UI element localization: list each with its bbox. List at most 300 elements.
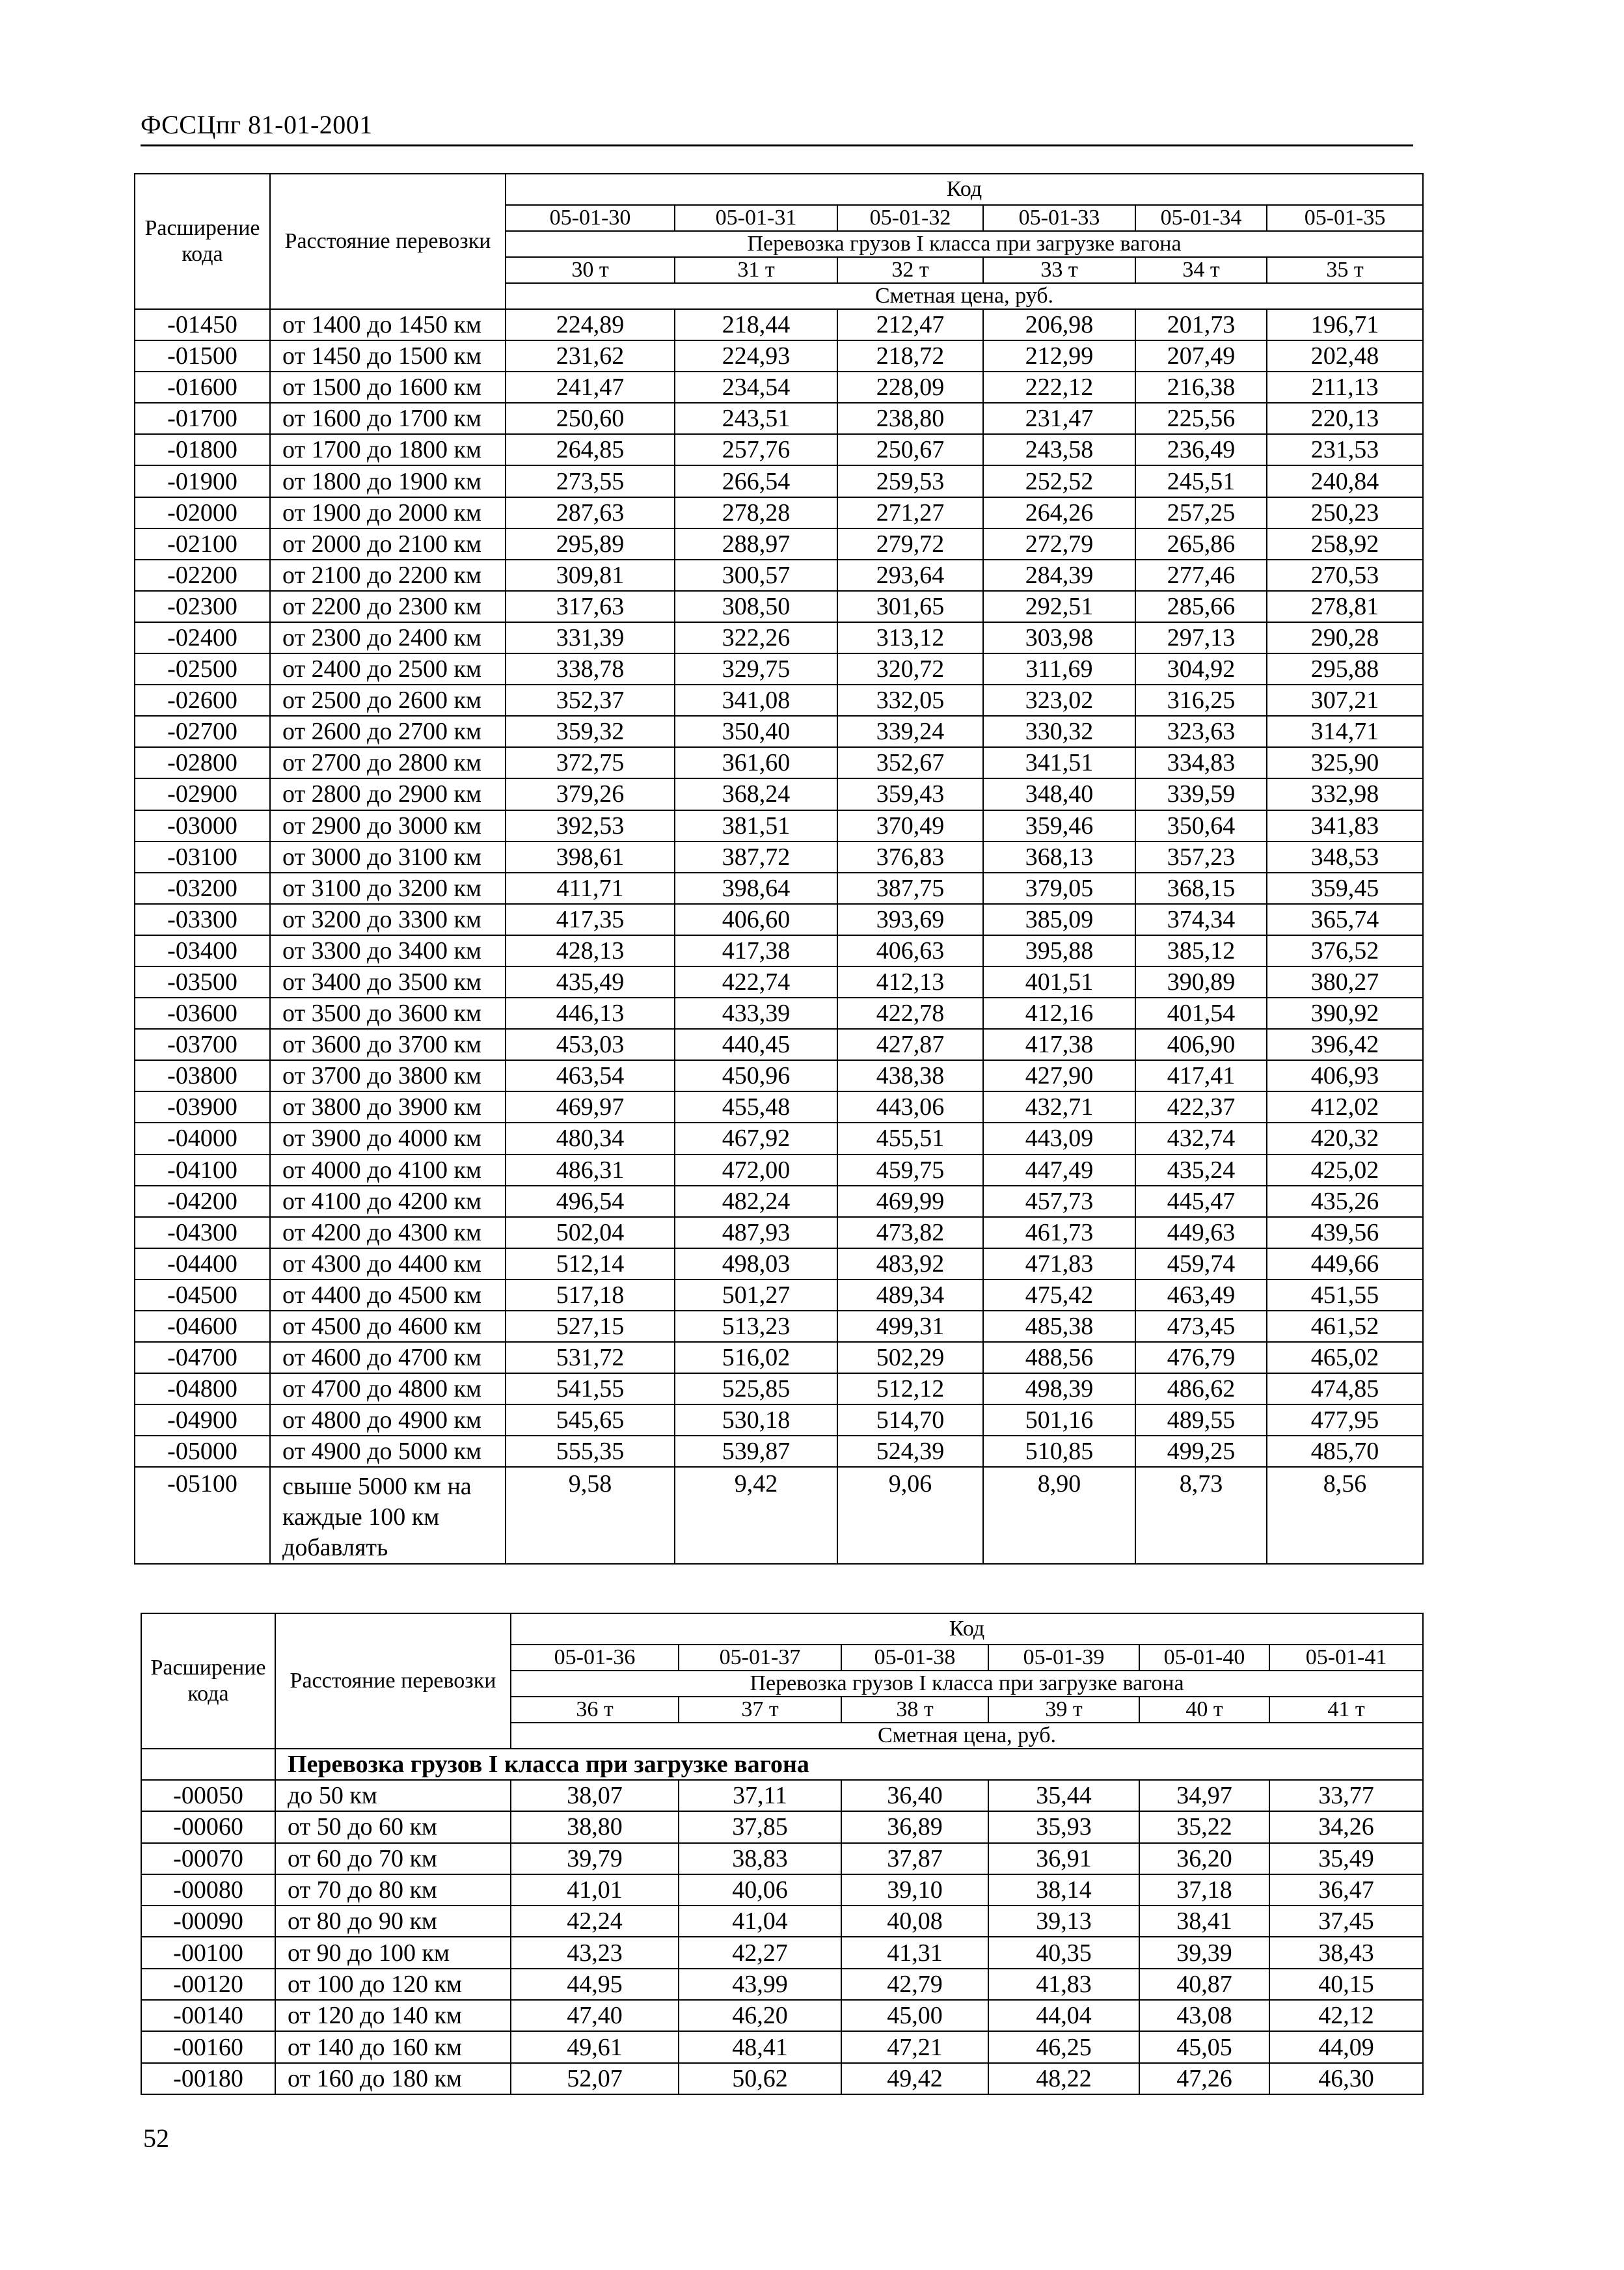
price-cell: 457,73 [983,1186,1135,1217]
price-cell: 545,65 [506,1404,675,1436]
price-cell: 512,14 [506,1248,675,1279]
price-cell: 368,24 [675,778,837,810]
table-row [135,497,1423,528]
price-cell: 313,12 [837,622,983,653]
price-cell: 427,90 [983,1060,1135,1091]
price-cell: 277,46 [1135,560,1267,591]
load-cell: 31 т [675,257,837,283]
table-row [135,622,1423,653]
price-cell: 212,47 [837,309,983,340]
price-cell: 220,13 [1267,403,1423,434]
code-cell: -01450 [135,309,270,340]
price-cell: 307,21 [1267,685,1423,716]
code-cell: 05-01-35 [1267,205,1423,231]
code-cell: -03500 [135,966,270,998]
price-cell: 273,55 [506,465,675,497]
table-row [135,1091,1423,1123]
table-row [135,1217,1423,1248]
distance-cell: от 2000 до 2100 км [270,528,506,560]
table-row [135,904,1423,935]
price-cell: 240,84 [1267,465,1423,497]
price-cell: 428,13 [506,935,675,966]
price-cell: 455,48 [675,1091,837,1123]
price-cell: 401,51 [983,966,1135,998]
price-cell: 440,45 [675,1029,837,1060]
price-cell: 266,54 [675,465,837,497]
price-cell: 48,41 [679,2031,841,2062]
price-cell: 412,13 [837,966,983,998]
price-cell: 332,05 [837,685,983,716]
price-cell: 427,87 [837,1029,983,1060]
table-row [141,2000,1423,2031]
load-cell: 33 т [983,257,1135,283]
code-cell: -04900 [135,1404,270,1436]
price-cell: 387,72 [675,841,837,873]
price-cell: 359,32 [506,716,675,747]
price-cell: 284,39 [983,560,1135,591]
table-row [135,810,1423,841]
table-row [135,1373,1423,1404]
price-cell: 46,30 [1269,2063,1423,2094]
code-cell: -02000 [135,497,270,528]
page-header: ФССЦпг 81-01-2001 [141,110,373,139]
price-cell: 35,93 [988,1811,1139,1842]
price-cell: 314,71 [1267,716,1423,747]
distance-cell: от 3600 до 3700 км [270,1029,506,1060]
price-cell: 465,02 [1267,1342,1423,1373]
load-cell: 36 т [511,1697,679,1723]
price-cell: 432,74 [1135,1123,1267,1154]
price-cell: 489,34 [837,1279,983,1311]
price-cell: 348,53 [1267,841,1423,873]
price-cell: 412,02 [1267,1091,1423,1123]
table-row [135,966,1423,998]
price-cell: 392,53 [506,810,675,841]
price-cell: 381,51 [675,810,837,841]
distance-cell: от 4500 до 4600 км [270,1311,506,1342]
price-cell: 36,89 [841,1811,988,1842]
section-title: Перевозка грузов I класса при загрузке вагона [275,1749,1423,1780]
price-cell: 482,24 [675,1186,837,1217]
price-cell: 330,32 [983,716,1135,747]
distance-cell: от 1600 до 1700 км [270,403,506,434]
price-cell: 498,03 [675,1248,837,1279]
table-row [135,403,1423,434]
price-cell: 317,63 [506,591,675,622]
load-cell: 35 т [1267,257,1423,283]
price-header: Сметная цена, руб. [506,283,1423,309]
distance-cell: от 4100 до 4200 км [270,1186,506,1217]
price-cell: 486,31 [506,1155,675,1186]
table-row [141,2063,1423,2094]
table-row [135,1279,1423,1311]
price-cell: 332,98 [1267,778,1423,810]
price-cell: 224,89 [506,309,675,340]
price-cell: 38,41 [1139,1906,1269,1937]
table-1-body [135,309,1423,1564]
code-cell: -04600 [135,1311,270,1342]
distance-header: Расстояние перевозки [275,1613,511,1749]
price-cell: 350,64 [1135,810,1267,841]
header-rule [141,144,1413,146]
price-cell: 252,52 [983,465,1135,497]
code-cell: -04400 [135,1248,270,1279]
table-row [141,1843,1423,1874]
price-cell: 206,98 [983,309,1135,340]
price-cell: 231,53 [1267,434,1423,465]
price-cell: 473,45 [1135,1311,1267,1342]
price-cell: 357,23 [1135,841,1267,873]
table-row [135,465,1423,497]
price-cell: 272,79 [983,528,1135,560]
code-cell: -04300 [135,1217,270,1248]
code-cell: -03700 [135,1029,270,1060]
price-cell: 502,29 [837,1342,983,1373]
price-cell: 34,97 [1139,1780,1269,1811]
distance-cell: от 2300 до 2400 км [270,622,506,653]
table-row [141,2031,1423,2062]
price-cell: 438,38 [837,1060,983,1091]
price-cell: 417,35 [506,904,675,935]
table-row [141,1937,1423,1968]
price-cell: 339,59 [1135,778,1267,810]
price-cell: 245,51 [1135,465,1267,497]
table-row [141,1969,1423,2000]
price-cell: 8,73 [1135,1467,1267,1564]
price-cell: 34,26 [1269,1811,1423,1842]
table-row [135,1311,1423,1342]
price-cell: 329,75 [675,653,837,685]
page-number: 52 [143,2124,169,2153]
price-cell: 433,39 [675,998,837,1029]
price-cell: 301,65 [837,591,983,622]
table-row [135,340,1423,372]
code-cell: -00090 [141,1906,275,1937]
code-cell: -00120 [141,1969,275,2000]
price-cell: 37,85 [679,1811,841,1842]
table-row [135,653,1423,685]
price-cell: 488,56 [983,1342,1135,1373]
table-row [135,1123,1423,1154]
price-cell: 295,88 [1267,653,1423,685]
table-row [135,1186,1423,1217]
price-cell: 449,63 [1135,1217,1267,1248]
code-cell: -01800 [135,434,270,465]
table-row [135,1029,1423,1060]
price-cell: 525,85 [675,1373,837,1404]
price-cell: 443,06 [837,1091,983,1123]
distance-cell: до 50 км [275,1780,511,1811]
price-cell: 50,62 [679,2063,841,2094]
price-cell: 279,72 [837,528,983,560]
price-cell: 432,71 [983,1091,1135,1123]
distance-cell: от 3400 до 3500 км [270,966,506,998]
price-cell: 257,76 [675,434,837,465]
distance-cell: от 160 до 180 км [275,2063,511,2094]
price-cell: 502,04 [506,1217,675,1248]
code-cell: -02900 [135,778,270,810]
code-cell: 05-01-33 [983,205,1135,231]
distance-cell: от 4400 до 4500 км [270,1279,506,1311]
price-cell: 211,13 [1267,372,1423,403]
distance-cell: от 120 до 140 км [275,2000,511,2031]
price-cell: 439,56 [1267,1217,1423,1248]
price-cell: 469,99 [837,1186,983,1217]
code-cell: -03800 [135,1060,270,1091]
price-cell: 475,42 [983,1279,1135,1311]
code-cell: -04700 [135,1342,270,1373]
price-cell: 320,72 [837,653,983,685]
price-cell: 292,51 [983,591,1135,622]
price-cell: 417,41 [1135,1060,1267,1091]
price-cell: 288,97 [675,528,837,560]
code-cell: 05-01-31 [675,205,837,231]
code-cell: -00180 [141,2063,275,2094]
price-cell: 374,34 [1135,904,1267,935]
price-cell: 417,38 [675,935,837,966]
price-cell: 501,16 [983,1404,1135,1436]
price-cell: 293,64 [837,560,983,591]
distance-cell: от 1400 до 1450 км [270,309,506,340]
code-cell: 05-01-40 [1139,1645,1269,1671]
price-cell: 40,87 [1139,1969,1269,2000]
price-cell: 201,73 [1135,309,1267,340]
code-cell: -02700 [135,716,270,747]
distance-cell: от 2200 до 2300 км [270,591,506,622]
table-row [141,1874,1423,1906]
ext-code-header: Расширение кода [135,174,270,309]
table-row [135,998,1423,1029]
price-cell: 218,44 [675,309,837,340]
distance-cell: от 3800 до 3900 км [270,1091,506,1123]
price-cell: 42,79 [841,1969,988,2000]
price-cell: 435,26 [1267,1186,1423,1217]
price-cell: 43,23 [511,1937,679,1968]
price-cell: 243,51 [675,403,837,434]
price-cell: 350,40 [675,716,837,747]
price-cell: 47,40 [511,2000,679,2031]
price-cell: 42,27 [679,1937,841,1968]
distance-cell: свыше 5000 км на каждые 100 км добавлять [270,1467,506,1564]
load-cell: 30 т [506,257,675,283]
distance-cell: от 3000 до 3100 км [270,841,506,873]
price-cell: 243,58 [983,434,1135,465]
price-cell: 250,60 [506,403,675,434]
price-cell: 331,39 [506,622,675,653]
price-cell: 52,07 [511,2063,679,2094]
price-cell: 44,09 [1269,2031,1423,2062]
code-cell: 05-01-32 [837,205,983,231]
price-cell: 38,83 [679,1843,841,1874]
price-cell: 37,11 [679,1780,841,1811]
distance-cell: от 4800 до 4900 км [270,1404,506,1436]
price-cell: 218,72 [837,340,983,372]
price-cell: 485,38 [983,1311,1135,1342]
price-cell: 9,58 [506,1467,675,1564]
distance-cell: от 1900 до 2000 км [270,497,506,528]
price-cell: 480,34 [506,1123,675,1154]
distance-cell: от 1700 до 1800 км [270,434,506,465]
price-cell: 250,67 [837,434,983,465]
price-cell: 316,25 [1135,685,1267,716]
code-cell: -00050 [141,1780,275,1811]
price-cell: 38,14 [988,1874,1139,1906]
code-cell: 05-01-34 [1135,205,1267,231]
price-cell: 270,53 [1267,560,1423,591]
price-cell: 45,00 [841,2000,988,2031]
price-cell: 501,27 [675,1279,837,1311]
price-cell: 472,00 [675,1155,837,1186]
price-cell: 352,37 [506,685,675,716]
code-cell: -00070 [141,1843,275,1874]
ext-code-header: Расширение кода [141,1613,275,1749]
code-cell: -02500 [135,653,270,685]
distance-cell: от 2100 до 2200 км [270,560,506,591]
code-cell: 05-01-39 [988,1645,1139,1671]
price-cell: 390,92 [1267,998,1423,1029]
code-cell: 05-01-30 [506,205,675,231]
table-row [135,372,1423,403]
price-cell: 37,45 [1269,1906,1423,1937]
distance-cell: от 3300 до 3400 км [270,935,506,966]
price-cell: 348,40 [983,778,1135,810]
price-cell: 216,38 [1135,372,1267,403]
price-cell: 212,99 [983,340,1135,372]
price-cell: 238,80 [837,403,983,434]
code-cell: -01900 [135,465,270,497]
table-row [135,434,1423,465]
load-cell: 38 т [841,1697,988,1723]
transport-header: Перевозка грузов I класса при загрузке вагона [506,231,1423,257]
price-cell: 446,13 [506,998,675,1029]
price-cell: 496,54 [506,1186,675,1217]
distance-cell: от 3700 до 3800 км [270,1060,506,1091]
price-cell: 259,53 [837,465,983,497]
price-cell: 469,97 [506,1091,675,1123]
price-cell: 339,24 [837,716,983,747]
price-cell: 33,77 [1269,1780,1423,1811]
price-cell: 297,13 [1135,622,1267,653]
table-row [135,1342,1423,1373]
price-cell: 473,82 [837,1217,983,1248]
price-cell: 485,70 [1267,1436,1423,1467]
distance-cell: от 60 до 70 км [275,1843,511,1874]
code-cell: -03300 [135,904,270,935]
table-row [135,1436,1423,1467]
price-cell: 449,66 [1267,1248,1423,1279]
price-cell: 338,78 [506,653,675,685]
price-cell: 341,83 [1267,810,1423,841]
price-cell: 196,71 [1267,309,1423,340]
price-cell: 43,08 [1139,2000,1269,2031]
price-cell: 41,01 [511,1874,679,1906]
price-cell: 39,39 [1139,1937,1269,1968]
price-cell: 406,90 [1135,1029,1267,1060]
price-cell: 322,26 [675,622,837,653]
code-cell: 05-01-36 [511,1645,679,1671]
code-cell: -04000 [135,1123,270,1154]
price-cell: 309,81 [506,560,675,591]
distance-cell: от 4700 до 4800 км [270,1373,506,1404]
price-cell: 443,09 [983,1123,1135,1154]
distance-cell: от 3500 до 3600 км [270,998,506,1029]
price-cell: 527,15 [506,1311,675,1342]
price-cell: 37,18 [1139,1874,1269,1906]
price-cell: 411,71 [506,873,675,904]
price-cell: 40,06 [679,1874,841,1906]
price-cell: 514,70 [837,1404,983,1436]
distance-cell: от 50 до 60 км [275,1811,511,1842]
price-cell: 38,43 [1269,1937,1423,1968]
distance-cell: от 90 до 100 км [275,1937,511,1968]
price-cell: 323,63 [1135,716,1267,747]
price-cell: 451,55 [1267,1279,1423,1311]
price-cell: 459,75 [837,1155,983,1186]
price-cell: 36,20 [1139,1843,1269,1874]
price-cell: 463,54 [506,1060,675,1091]
price-cell: 555,35 [506,1436,675,1467]
distance-cell: от 4000 до 4100 км [270,1155,506,1186]
price-cell: 311,69 [983,653,1135,685]
table-row [135,1155,1423,1186]
price-cell: 352,67 [837,747,983,778]
price-cell: 8,90 [983,1467,1135,1564]
price-cell: 323,02 [983,685,1135,716]
price-cell: 225,56 [1135,403,1267,434]
price-cell: 35,22 [1139,1811,1269,1842]
table-row [135,309,1423,340]
code-cell: -03400 [135,935,270,966]
price-cell: 41,83 [988,1969,1139,2000]
price-cell: 285,66 [1135,591,1267,622]
price-cell: 395,88 [983,935,1135,966]
price-cell: 435,24 [1135,1155,1267,1186]
price-cell: 422,78 [837,998,983,1029]
table-row [135,716,1423,747]
price-cell: 45,05 [1139,2031,1269,2062]
price-cell: 278,81 [1267,591,1423,622]
load-cell: 32 т [837,257,983,283]
price-cell: 231,47 [983,403,1135,434]
code-cell: 05-01-38 [841,1645,988,1671]
price-cell: 487,93 [675,1217,837,1248]
table-row [135,1060,1423,1091]
code-header: Код [511,1613,1423,1645]
price-cell: 258,92 [1267,528,1423,560]
price-cell: 39,13 [988,1906,1139,1937]
code-cell: -05100 [135,1467,270,1564]
code-cell: 05-01-41 [1269,1645,1423,1671]
code-cell: -01500 [135,340,270,372]
price-cell: 250,23 [1267,497,1423,528]
load-cell: 41 т [1269,1697,1423,1723]
price-cell: 422,37 [1135,1091,1267,1123]
table-row [135,1248,1423,1279]
distance-cell: от 1450 до 1500 км [270,340,506,372]
price-cell: 207,49 [1135,340,1267,372]
price-cell: 396,42 [1267,1029,1423,1060]
section-spacer [141,1749,275,1780]
price-cell: 368,13 [983,841,1135,873]
price-cell: 467,92 [675,1123,837,1154]
price-cell: 35,44 [988,1780,1139,1811]
price-cell: 463,49 [1135,1279,1267,1311]
price-cell: 304,92 [1135,653,1267,685]
table-row [135,1467,1423,1564]
table-row [135,591,1423,622]
code-cell: -03100 [135,841,270,873]
price-cell: 46,20 [679,2000,841,2031]
